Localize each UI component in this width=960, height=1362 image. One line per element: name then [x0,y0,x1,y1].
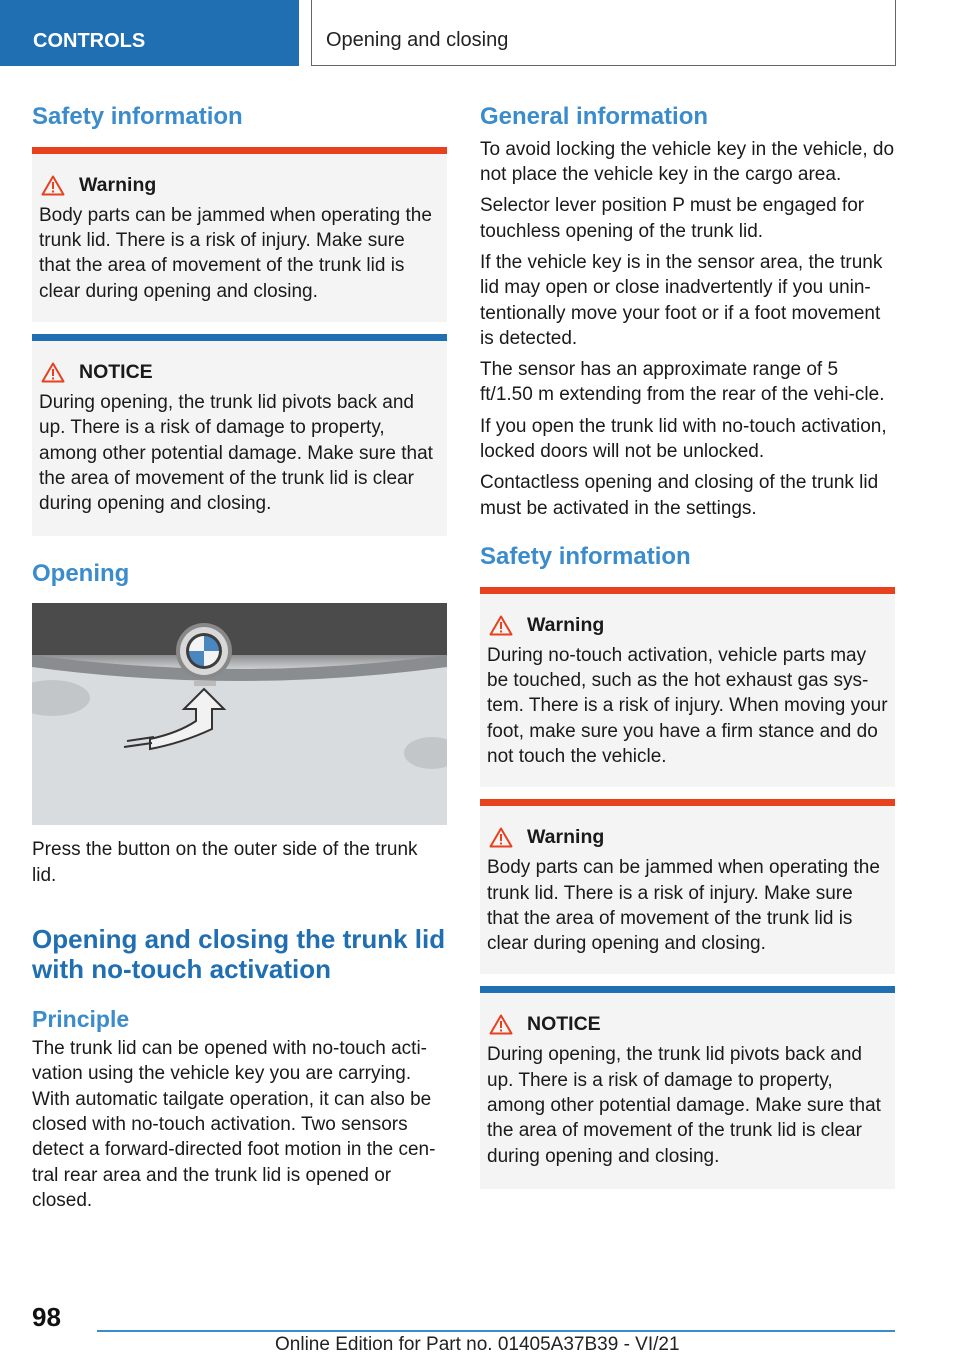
notice-label: NOTICE [527,1013,601,1036]
warning-label: Warning [527,826,605,849]
footer-divider [97,1330,895,1332]
warning-box [32,147,447,322]
general-paragraph-3: If the vehicle key is in the sensor area, the trunk lid may open or close inadvertently if you unin-tentionally move your foot or if a foot movement is detected. [480,251,883,349]
warning-label: Warning [79,173,157,196]
principle-text: The trunk lid can be opened with no-touch acti-vation using the vehicle key you are carrying. With automatic tailgate operation, it can also be closed with no-touch activation. Two sensors detect a forward-directed foot motion in the cen-tral rear area and the trunk lid is opened or closed. [32,1038,436,1211]
general-paragraph-2: Selector lever position P must be engaged for touchless opening of the trunk lid. [480,195,865,242]
notice-box [32,334,447,536]
general-info-heading: General information [480,103,709,130]
warning-text: Body parts can be jammed when operating the trunk lid. There is a risk of injury. Make sure that the area of movement of the trunk lid is clear during opening and closing. [39,204,432,302]
warning-text: Body parts can be jammed when operating the trunk lid. There is a risk of injury. Make sure that the area of movement of the trunk lid is clear during opening and closing. [487,857,880,955]
chapter-title: Opening and closing [311,0,896,66]
warning-triangle-icon [489,1014,513,1035]
section-tab[interactable]: CONTROLS [0,0,299,66]
safety-info-heading: Safety information [32,103,243,130]
trunk-button-photo [32,603,447,825]
warning-box-2 [480,587,895,787]
warning-box-title [39,174,441,197]
warning-box-3 [480,799,895,974]
general-paragraph-4: The sensor has an approximate range of 5 ft/1.50 m extending from the rear of the vehi-cle. [480,359,885,406]
warning-label: Warning [527,613,605,636]
notice-text: During opening, the trunk lid pivots back and up. There is a risk of damage to property, among other potential damage. Make sure that the area of movement of the trunk lid is clear during opening and closing. [39,391,433,515]
edition-info: Online Edition for Part no. 01405A37B39 - VI/21 [275,1334,680,1355]
principle-heading: Principle [32,1006,130,1033]
general-paragraph-5: If you open the trunk lid with no-touch activation, locked doors will not be unlocked. [480,415,887,463]
general-paragraph-6: Contactless opening and closing of the trunk lid must be activated in the settings. [480,472,879,519]
notice-text: During opening, the trunk lid pivots back and up. There is a risk of damage to property, among other potential damage. Make sure that the area of movement of the trunk lid is clear during opening and closing. [487,1044,881,1167]
page-header [0,0,960,66]
notice-box-title [39,361,441,384]
warning-box-title [487,826,889,849]
page-number: 98 [32,1302,61,1332]
notice-label: NOTICE [79,360,153,383]
general-paragraph-1: To avoid locking the vehicle key in the vehicle, do not place the vehicle key in the cargo area. [480,138,895,186]
opening-heading: Opening [32,560,130,588]
warning-triangle-icon [489,827,513,848]
notice-box-2 [480,986,895,1188]
trunk-lid-illustration [32,603,447,825]
left-column [32,100,447,1213]
no-touch-heading: Opening and closing the trunk lid with no-touch activation [32,923,446,985]
right-column [480,100,895,1189]
warning-triangle-icon [41,362,65,383]
warning-box-title [487,614,889,637]
opening-text: Press the button on the outer side of the trunk lid. [32,839,418,886]
warning-triangle-icon [489,615,513,636]
warning-text: During no-touch activation, vehicle parts may be touched, such as the hot exhaust gas sys-tem. There is a risk of injury. When moving your foot, make sure you have a firm stance and do not touch the vehicle. [487,644,888,767]
safety-info-heading-2: Safety information [480,542,691,570]
notice-box-title [487,1013,889,1036]
warning-triangle-icon [41,175,65,196]
